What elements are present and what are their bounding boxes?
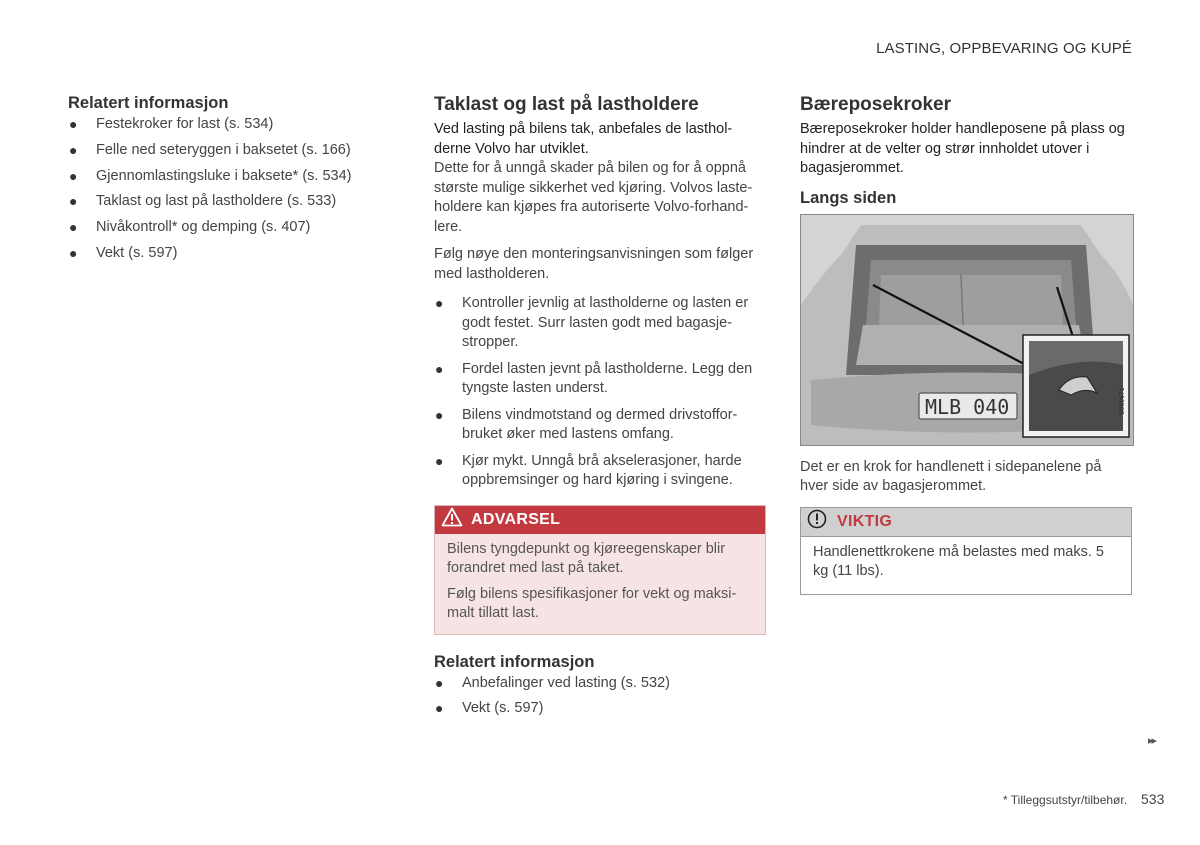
warning-body xyxy=(435,534,765,634)
bullet-icon: ● xyxy=(435,700,444,716)
bullet-icon: ● xyxy=(69,167,78,184)
footnote: * Tilleggsutstyr/tilbehør. xyxy=(1003,793,1128,807)
list-item[interactable]: ● Gjennomlastingsluke i baksete* (s. 534) xyxy=(68,167,378,187)
warning-title: ADVARSEL xyxy=(471,510,561,528)
important-header xyxy=(801,508,1131,537)
bullet-icon: ● xyxy=(435,295,444,311)
double-chevron-right-icon[interactable]: ▸▸ xyxy=(1148,735,1156,747)
bullet-icon: ● xyxy=(435,674,444,691)
roof-load-para2: Følg nøye den monteringsanvisningen som følger med lastholderen. xyxy=(434,246,754,282)
list-item[interactable]: ● Felle ned seteryggen i baksetet (s. 166) xyxy=(68,141,378,161)
important-body xyxy=(801,537,1131,594)
bullet-icon: ● xyxy=(69,219,78,236)
list-item[interactable]: ● Taklast og last på lastholdere (s. 533) xyxy=(68,192,378,212)
roof-load-para1: Dette for å unngå skader på bilen og for å oppnå største mulige sikkerhet ved kjøring. Volvos laste-holdere kan kjøpes fra autoriserte Volvo-forhand-lere. xyxy=(434,160,753,235)
warning-header xyxy=(435,506,765,534)
list-item: ● Fordel lasten jevnt på lastholderne. Legg den tyngste lasten underst. xyxy=(435,360,753,396)
bullet-icon: ● xyxy=(69,193,78,210)
bullet-icon: ● xyxy=(435,406,444,423)
bullet-icon: ● xyxy=(435,360,444,377)
license-plate-text: MLB 040 xyxy=(925,394,1010,419)
list-item[interactable]: ● Nivåkontroll* og demping (s. 407) xyxy=(68,218,378,238)
bag-hooks-intro: Bæreposekroker holder handleposene på plass og hindrer at de velter og strør innholdet utover i bagasjerommet. xyxy=(800,121,1125,176)
related-info-heading: Relatert informasjon xyxy=(68,94,229,112)
figure-code: G060671 xyxy=(1119,386,1126,415)
along-side-subheading: Langs siden xyxy=(800,188,897,207)
warning-text-2: Følg bilens spesifikasjoner for vekt og maksi-malt tillatt last. xyxy=(447,585,737,621)
page-number: 533 xyxy=(1141,791,1165,807)
list-item: ● Bilens vindmotstand og dermed drivstoffor-bruket øker med lastens omfang. xyxy=(435,406,738,442)
bullet-icon: ● xyxy=(435,452,444,469)
warning-box xyxy=(434,505,766,635)
warning-triangle-icon xyxy=(441,507,463,532)
related-info-list xyxy=(434,674,766,719)
roof-load-bullets xyxy=(434,294,766,491)
important-box xyxy=(800,507,1132,595)
list-item[interactable]: ● Vekt (s. 597) xyxy=(68,244,378,264)
section-header: LASTING, OPPBEVARING OG KUPÉ xyxy=(876,40,1132,57)
list-item: ● Kontroller jevnlig at lastholderne og lasten er godt festet. Surr lasten godt med bagasje-stropper. xyxy=(435,295,749,350)
trunk-illustration xyxy=(800,214,1134,446)
related-info-list xyxy=(68,115,378,263)
bullet-icon: ● xyxy=(69,116,78,132)
bullet-icon: ● xyxy=(69,244,78,261)
related-info-heading: Relatert informasjon xyxy=(434,652,595,671)
list-item[interactable]: ● Anbefalinger ved lasting (s. 532) xyxy=(434,674,766,694)
important-text: Handlenettkrokene må belastes med maks. 5 kg (11 lbs). xyxy=(813,543,1104,579)
exclamation-circle-icon xyxy=(807,509,827,534)
bullet-icon: ● xyxy=(69,141,78,158)
column-left xyxy=(68,94,378,270)
bag-hooks-heading: Bæreposekroker xyxy=(800,94,952,115)
roof-load-intro: Ved lasting på bilens tak, anbefales de lasthol-derne Volvo har utviklet. xyxy=(434,121,733,157)
warning-text-1: Bilens tyngdepunkt og kjøreegenskaper blir forandret med last på taket. xyxy=(447,540,726,576)
list-item: ● Kjør mykt. Unngå brå akselerasjoner, harde oppbremsinger og hard kjøring i svingene. xyxy=(435,452,742,488)
roof-load-heading: Taklast og last på lastholdere xyxy=(434,94,699,115)
column-middle xyxy=(434,94,766,725)
list-item[interactable]: ● Festekroker for last (s. 534) xyxy=(68,115,378,135)
figure-caption: Det er en krok for handlenett i sidepanelene på hver side av bagasjerommet. xyxy=(800,458,1102,494)
important-title: VIKTIG xyxy=(837,512,893,530)
column-right xyxy=(800,94,1132,595)
trunk-illustration-svg xyxy=(801,215,1133,445)
list-item[interactable]: ● Vekt (s. 597) xyxy=(434,699,766,719)
